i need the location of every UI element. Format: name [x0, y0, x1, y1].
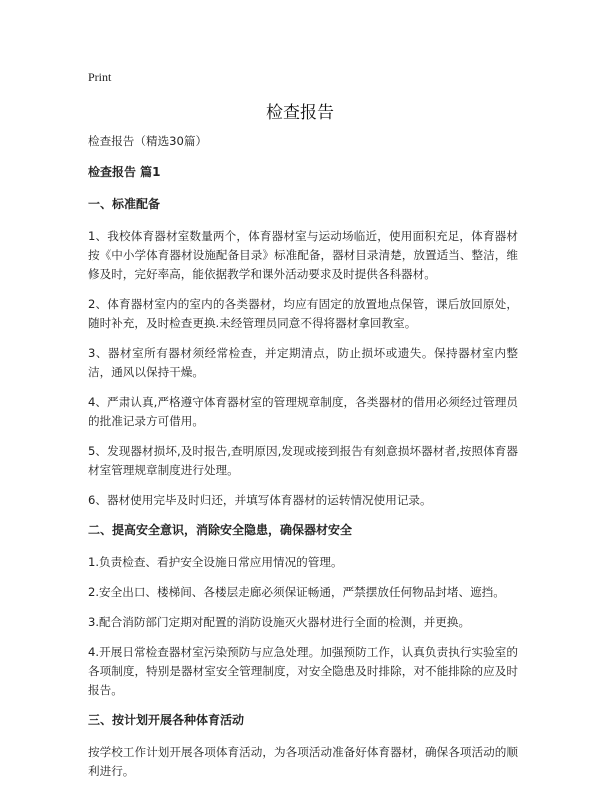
article-heading: 检查报告 篇1 [88, 165, 161, 179]
paragraph: 5、发现器材损坏,及时报告,查明原因,发现或接到报告有刻意损坏器材者,按照体育器材室管理规章制度进行处理。 [88, 444, 518, 477]
paragraph: 6、器材使用完毕及时归还，并填写体育器材的运转情况使用记录。 [88, 493, 432, 507]
paragraph: 按学校工作计划开展各项体育活动，为各项活动准备好体育器材，确保各项活动的顺利进行。 [88, 745, 518, 778]
section-heading: 二、提高安全意识，消除安全隐患，确保器材安全 [88, 523, 353, 537]
paragraph: 2.安全出口、楼梯间、各楼层走廊必须保证畅通，严禁摆放任何物品封堵、遮挡。 [88, 585, 505, 599]
section-heading: 一、标准配备 [88, 197, 161, 211]
page-title: 检查报告 [266, 103, 334, 123]
document-body [88, 132, 518, 792]
print-label: Print [88, 70, 112, 84]
paragraph: 3.配合消防部门定期对配置的消防设施灭火器材进行全面的检测，并更换。 [88, 615, 471, 629]
paragraph: 4.开展日常检查器材室污染预防与应急处理。加强预防工作，认真负责执行实验室的各项制度，特别是器材室安全管理制度，对安全隐患及时排除，对不能排除的应及时报告。 [88, 645, 518, 697]
paragraph: 2、体育器材室内的室内的各类器材，均应有固定的放置地点保管，课后放回原处，随时补充，及时检查更换.未经管理员同意不得将器材拿回教室。 [88, 297, 518, 330]
paragraph: 3、器材室所有器材须经常检查，并定期清点，防止损坏或遗失。保持器材室内整洁，通风以保持干燥。 [88, 346, 518, 379]
paragraph: 1、我校体育器材室数量两个，体育器材室与运动场临近，使用面积充足，体育器材按《中小学体育器材设施配备目录》标准配备，器材目录清楚，放置适当、整洁，维修及时，完好率高，能依据教学和课外活动要求及时提供各科器材。 [88, 229, 518, 281]
paragraph: 1.负责检查、看护安全设施日常应用情况的管理。 [88, 555, 343, 569]
section-heading: 三、按计划开展各种体育活动 [88, 713, 245, 727]
document-subtitle: 检查报告（精选30篇） [88, 134, 208, 148]
paragraph: 4、严肃认真,严格遵守体育器材室的管理规章制度，各类器材的借用必须经过管理员的批准记录方可借用。 [88, 395, 518, 428]
